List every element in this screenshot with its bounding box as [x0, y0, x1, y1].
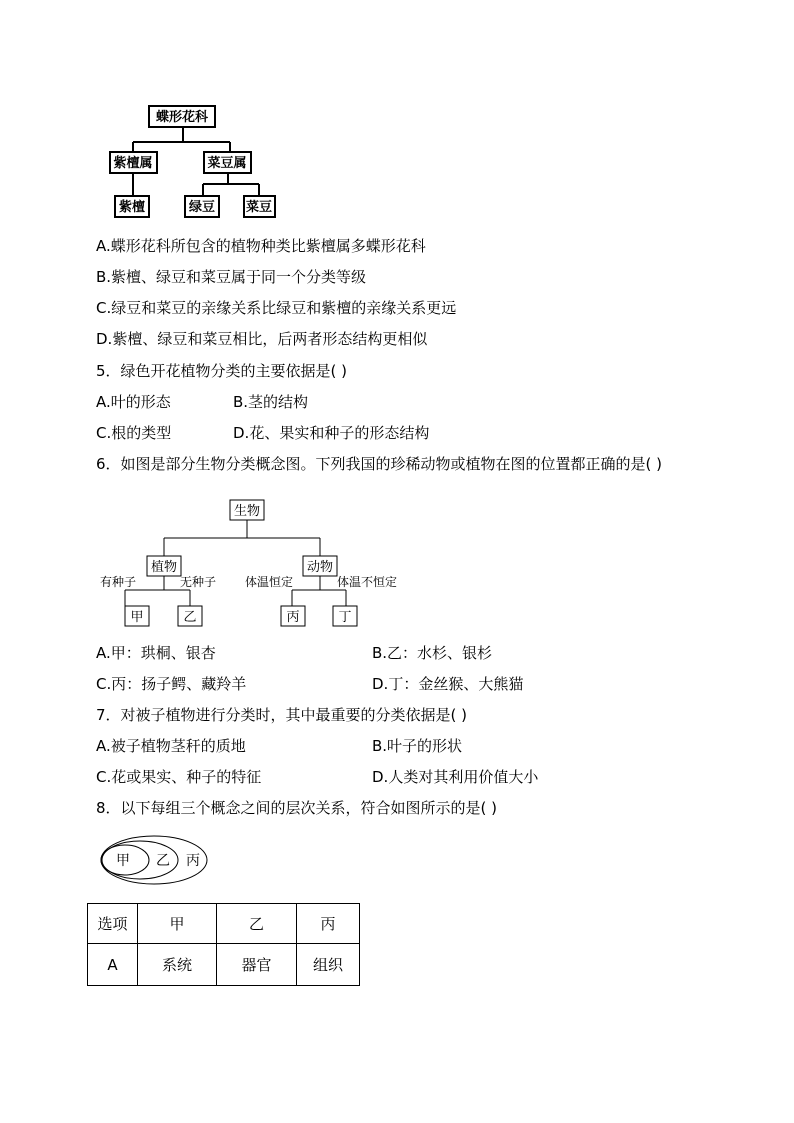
venn-inner-label: 甲 [116, 853, 130, 869]
q7-option-c: C.花或果实、种子的特征 [96, 768, 262, 786]
q6-option-b: B.乙：水杉、银杉 [372, 644, 493, 662]
tree1-leaf-1-label: 紫檀 [118, 200, 146, 215]
organism-concept-map [0, 490, 794, 635]
q8-stem: 8．以下每组三个概念之间的层次关系，符合如图所示的是( ) [96, 799, 498, 817]
q5-option-b: B.茎的结构 [233, 393, 309, 411]
q4-option-c: C.绿豆和菜豆的亲缘关系比绿豆和紫檀的亲缘关系更远 [96, 299, 457, 317]
q4-option-b: B.紫檀、绿豆和菜豆属于同一个分类等级 [96, 268, 367, 286]
table-header-cell: 甲 [138, 904, 217, 944]
q7-option-d: D.人类对其利用价值大小 [372, 768, 539, 786]
map-const-temp-label: 体温恒定 [245, 575, 294, 589]
table-cell: 器官 [217, 944, 297, 986]
q5-option-c: C.根的类型 [96, 424, 172, 442]
map-root-label: 生物 [233, 504, 261, 519]
family-tree-diagram [0, 0, 794, 230]
nested-ellipse-diagram [0, 832, 794, 892]
q7-option-b: B.叶子的形状 [372, 737, 463, 755]
q4-option-a: A.蝶形花科所包含的植物种类比紫檀属多蝶形花科 [96, 237, 426, 255]
q7-option-a: A.被子植物茎秆的质地 [96, 737, 246, 755]
q6-stem: 6．如图是部分生物分类概念图。下列我国的珍稀动物或植物在图的位置都正确的是( ) [96, 455, 663, 473]
table-row [88, 944, 360, 986]
map-animal-label: 动物 [306, 560, 334, 575]
map-no-seed-label: 无种子 [180, 575, 217, 589]
table-cell: A [88, 944, 138, 986]
tree1-root-label: 蝶形花科 [155, 110, 209, 125]
q4-option-d: D.紫檀、绿豆和菜豆相比，后两者形态结构更相似 [96, 330, 428, 348]
table-header-cell: 乙 [217, 904, 297, 944]
q7-stem: 7．对被子植物进行分类时，其中最重要的分类依据是( ) [96, 706, 468, 724]
table-cell: 系统 [138, 944, 217, 986]
table-header-cell: 丙 [297, 904, 360, 944]
venn-outer-label: 丙 [186, 853, 200, 869]
map-var-temp-label: 体温不恒定 [337, 575, 398, 589]
tree1-leaf-2-label: 绿豆 [188, 200, 216, 215]
table-header-row [88, 904, 360, 944]
options-table [87, 903, 360, 986]
q5-option-a: A.叶的形态 [96, 393, 171, 411]
venn-middle-label: 乙 [156, 853, 170, 869]
q6-option-c: C.丙：扬子鳄、藏羚羊 [96, 675, 247, 693]
table-cell: 组织 [297, 944, 360, 986]
q6-option-a: A.甲：珙桐、银杏 [96, 644, 216, 662]
map-plant-label: 植物 [150, 560, 178, 575]
tree1-genus-left-label: 紫檀属 [113, 156, 153, 171]
tree1-leaf-3-label: 菜豆 [245, 200, 273, 215]
table-header-cell: 选项 [88, 904, 138, 944]
tree1-genus-right-label: 菜豆属 [207, 156, 247, 171]
map-jia-label: 甲 [130, 610, 144, 625]
q5-stem: 5．绿色开花植物分类的主要依据是( ) [96, 362, 348, 380]
map-with-seed-label: 有种子 [100, 575, 137, 589]
map-bing-label: 丙 [286, 610, 300, 625]
q5-option-d: D.花、果实和种子的形态结构 [233, 424, 430, 442]
map-yi-label: 乙 [183, 610, 197, 625]
q6-option-d: D.丁：金丝猴、大熊猫 [372, 675, 524, 693]
map-ding-label: 丁 [338, 610, 352, 625]
